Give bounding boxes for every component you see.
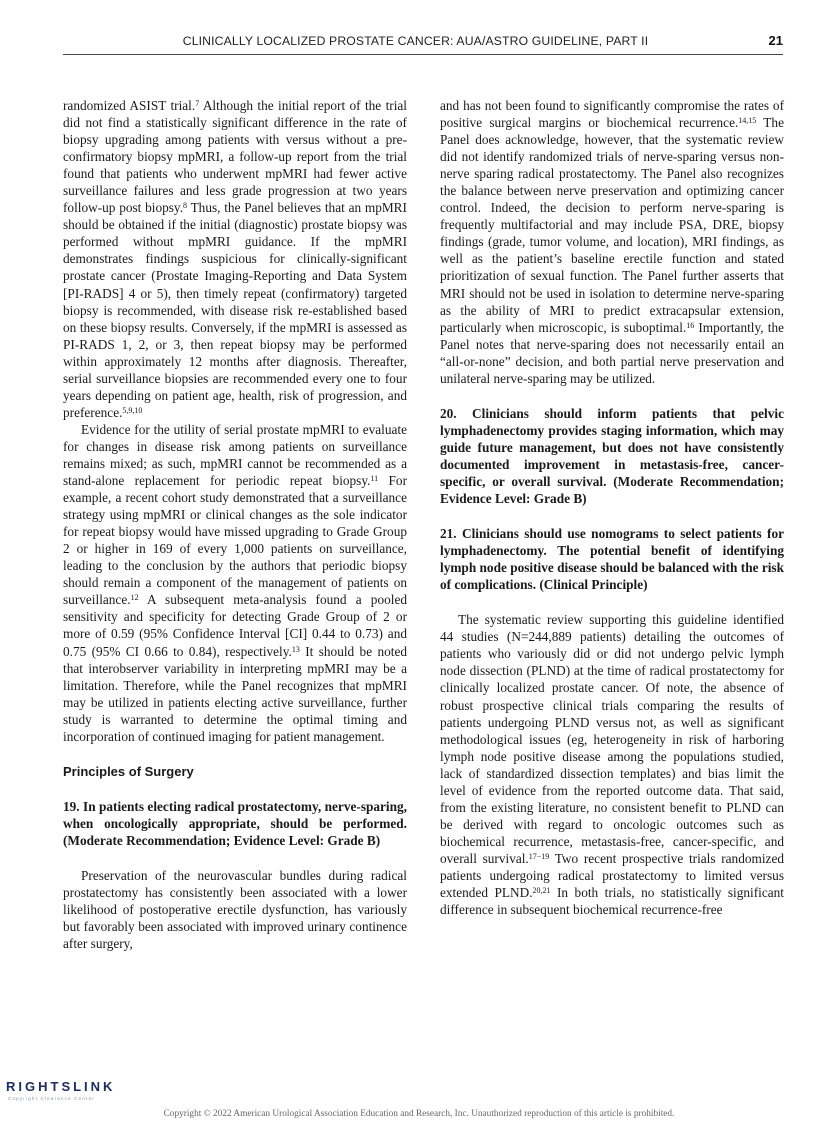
- right-column: [440, 97, 784, 918]
- citation[interactable]: 13: [291, 644, 300, 654]
- citation[interactable]: 8: [183, 201, 188, 211]
- citation[interactable]: 7: [195, 99, 200, 108]
- section-heading: Principles of Surgery: [63, 763, 194, 779]
- citation[interactable]: 12: [130, 593, 139, 603]
- recommendation-20: 20. Clinicians should inform patients that pelvic lymphadenectomy provides staging information, which may guide future management, but does not have consistently documented improvement in metastasis-free, cancer-specific, or overall survival. (Moderate Recommendation; Evidence Level: Grade B): [440, 405, 784, 507]
- paragraph: The systematic review supporting this guideline identified 44 studies (N=244,889 patients) detailing the outcomes of patients who variously did or did not undergo pelvic lymph node dissection (PLND) at the time of radical prostatectomy for clinically localized prostate cancer. Of note, the absence of robust prospective clinical trials comparing the results of patients undergoing PLND versus not, as well as significant methodological issues (eg, heterogeneity in risk of harboring lymph node positive disease among the populations studied, lack of standardized dissection templates) and bias limit the level of evidence from the reported outcome data. That said, from the existing literature, no consistent benefit to PLND can be derived with regard to oncologic outcomes such as biochemical recurrence, metastasis-free, cancer-specific, and overall survival.$^{17-19}$ Two recent prospective trials randomized patients undergoing radical prostatectomy to limited versus extended PLND.$^{20,21}$ In both trials, no statistically significant difference in subsequent biochemical recurrence-free: [440, 612, 785, 918]
- header-rule: [63, 54, 783, 55]
- citation[interactable]: 5,9,10: [122, 405, 143, 415]
- citation[interactable]: 17−19: [528, 851, 550, 861]
- left-column: [63, 97, 407, 952]
- citation[interactable]: 11: [370, 474, 379, 484]
- recommendation-19: 19. In patients electing radical prostatectomy, nerve-sparing, when oncologically appropriate, should be performed. (Moderate Recommendation; Evidence Level: Grade B): [63, 798, 407, 848]
- citation[interactable]: 16: [686, 320, 695, 330]
- recommendation-21: 21. Clinicians should use nomograms to select patients for lymphadenectomy. The potential benefit of identifying lymph node positive disease should be balanced with the risk of complications. (Clinical Principle): [440, 526, 784, 593]
- rightslink-subtext: Copyright Clearance Center: [8, 1096, 95, 1101]
- running-header: [63, 34, 783, 54]
- paragraph: Evidence for the utility of serial prostate mpMRI to evaluate for changes in disease risk among patients on surveillance remains mixed; as such, mpMRI cannot be recommended as a stand-alone replacement for periodic repeat biopsy.$^{11}$ For example, a recent cohort study demonstrated that a surveillance strategy using mpMRI or clinical changes as the sole indicator for repeat biopsy would have missed upgrading to Grade Group 2 or higher in 169 of every 1,000 patients on surveillance, leading to the conclusion by the authors that periodic biopsy should remain a component of the management of patients on surveillance.$^{12}$ A subsequent meta-analysis found a pooled sensitivity and specificity for detecting Grade Group of 2 or more of 0.59 (95% Confidence Interval [CI] 0.44 to 0.73) and 0.75 (95% CI 0.66 to 0.84), respectively.$^{13}$ It should be noted that interobserver variability in interpreting mpMRI may be a limitation. Therefore, while the Panel recognizes that mpMRI may be utilized in patients electing active surveillance, further study is warranted to determine the optimal timing and incorporation of continued imaging for patient management.: [63, 421, 407, 744]
- paragraph: randomized ASIST trial.$^7$ Although the initial report of the trial did not find a statistically significant difference in the rate of biopsy upgrading among patients with versus without a pre-confirmatory biopsy mpMRI, a follow-up report from the trial found that patients who underwent mpMRI had fewer active surveillance failures and less grade progression at two years follow-up post biopsy.$^8$ Thus, the Panel believes that an mpMRI should be obtained if the initial (diagnostic) prostate biopsy was performed without mpMRI guidance. If the mpMRI demonstrates findings suspicious for clinically-significant prostate cancer (Prostate Imaging-Reporting and Data System [PI-RADS] 4 or 5), then timely repeat (confirmatory) targeted biopsy is recommended, with disease risk re-established based on these biopsy results. Conversely, if the mpMRI is assessed as PI-RADS 1, 2, or 3, then repeat biopsy may be performed within approximately 12 months after diagnosis. Thereafter, serial surveillance biopsies are recommended every one to four years depending on patient age, health, risk of progression, and preference.$^{5,9,10}$: [63, 98, 407, 420]
- rightslink-logo[interactable]: RIGHTSLINK: [6, 1079, 116, 1094]
- citation[interactable]: 20,21: [532, 886, 551, 896]
- page-number: 21: [768, 33, 783, 48]
- paragraph: and has not been found to significantly compromise the rates of positive surgical margins or biochemical recurrence.$^{14,15}$ The Panel does acknowledge, however, that the systematic review did not identify randomized trials of nerve-sparing versus non-nerve sparing radical prostatectomy. The Panel also recognizes the balance between nerve preservation and optimizing cancer control. Indeed, the decision to perform nerve-sparing is frequently multifactorial and may include PSA, DRE, biopsy findings (grade, tumor volume, and location), MRI findings, as well as the patient’s baseline erectile function and stated prioritization of sexual function. The Panel further asserts that MRI should not be used in isolation to determine nerve-sparing as the ability of MRI to predict extracapsular extension, particularly when microscopic, is suboptimal.$^{16}$ Importantly, the Panel notes that nerve-sparing does not necessarily entail an “all-or-none” decision, and both partial nerve preservation and unilateral nerve-sparing may be utilized.: [440, 98, 784, 386]
- citation[interactable]: 14,15: [738, 116, 757, 126]
- running-title: CLINICALLY LOCALIZED PROSTATE CANCER: AUA/ASTRO GUIDELINE, PART II: [182, 34, 649, 48]
- copyright-footer: Copyright © 2022 American Urological Association Education and Research, Inc. Unauthorized reproduction of this article is prohibited.: [163, 1109, 675, 1119]
- paragraph: Preservation of the neurovascular bundles during radical prostatectomy has consistently been associated with a lower likelihood of postoperative erectile dysfunction, has variously but favorably been associated with improved urinary continence after surgery,: [63, 867, 407, 952]
